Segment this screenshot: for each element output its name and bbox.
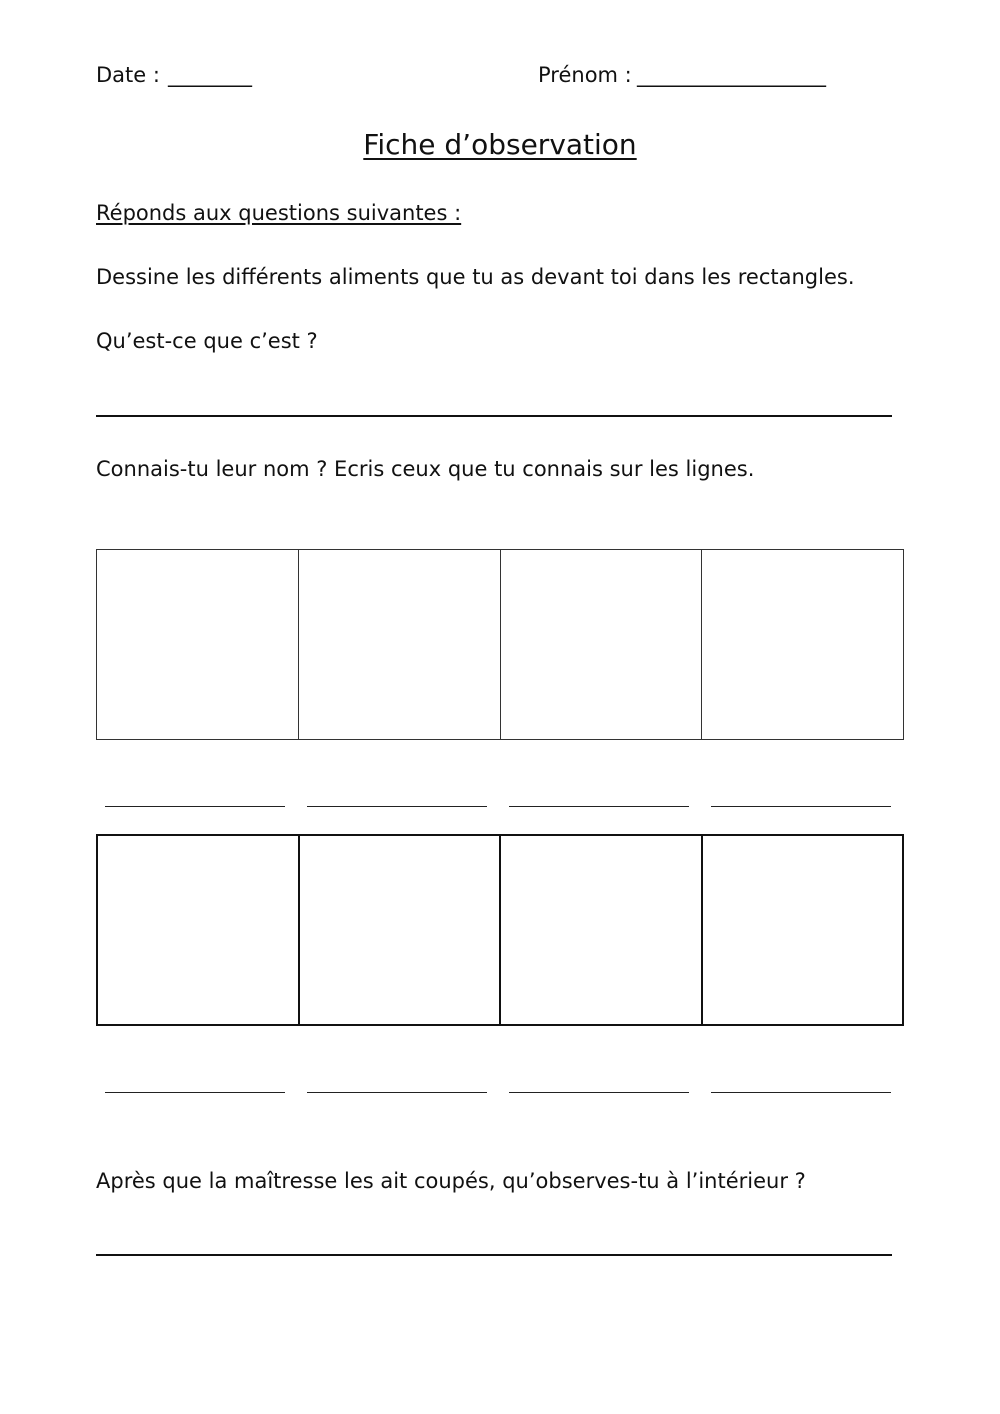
name-line[interactable]: [105, 1092, 285, 1093]
date-field[interactable]: ________: [168, 63, 252, 87]
question-what-is-it: Qu’est-ce que c’est ?: [96, 329, 318, 353]
firstname-label: Prénom :: [538, 63, 632, 87]
name-line[interactable]: [307, 1092, 487, 1093]
drawing-box[interactable]: [701, 834, 905, 1026]
name-line[interactable]: [711, 806, 891, 807]
page-title: Fiche d’observation: [363, 128, 637, 161]
name-line[interactable]: [105, 806, 285, 807]
name-line[interactable]: [307, 806, 487, 807]
drawing-box[interactable]: [96, 549, 299, 740]
firstname-field[interactable]: __________________: [637, 63, 826, 87]
instruction-heading: Réponds aux questions suivantes :: [96, 201, 462, 225]
drawing-row-1: [96, 549, 904, 740]
answer-line-what-is-it[interactable]: [96, 415, 892, 417]
name-line[interactable]: [509, 1092, 689, 1093]
drawing-box[interactable]: [298, 549, 501, 740]
question-draw: Dessine les différents aliments que tu as devant toi dans les rectangles.: [96, 265, 855, 289]
drawing-box[interactable]: [298, 834, 502, 1026]
drawing-box[interactable]: [96, 834, 300, 1026]
date-label: Date :: [96, 63, 160, 87]
question-names: Connais-tu leur nom ? Ecris ceux que tu connais sur les lignes.: [96, 457, 755, 481]
drawing-row-2: [96, 834, 904, 1026]
question-inside: Après que la maîtresse les ait coupés, qu’observes-tu à l’intérieur ?: [96, 1169, 806, 1193]
drawing-box[interactable]: [701, 549, 904, 740]
name-line[interactable]: [711, 1092, 891, 1093]
drawing-box[interactable]: [499, 834, 703, 1026]
drawing-box[interactable]: [500, 549, 703, 740]
name-line[interactable]: [509, 806, 689, 807]
answer-line-inside[interactable]: [96, 1254, 892, 1256]
